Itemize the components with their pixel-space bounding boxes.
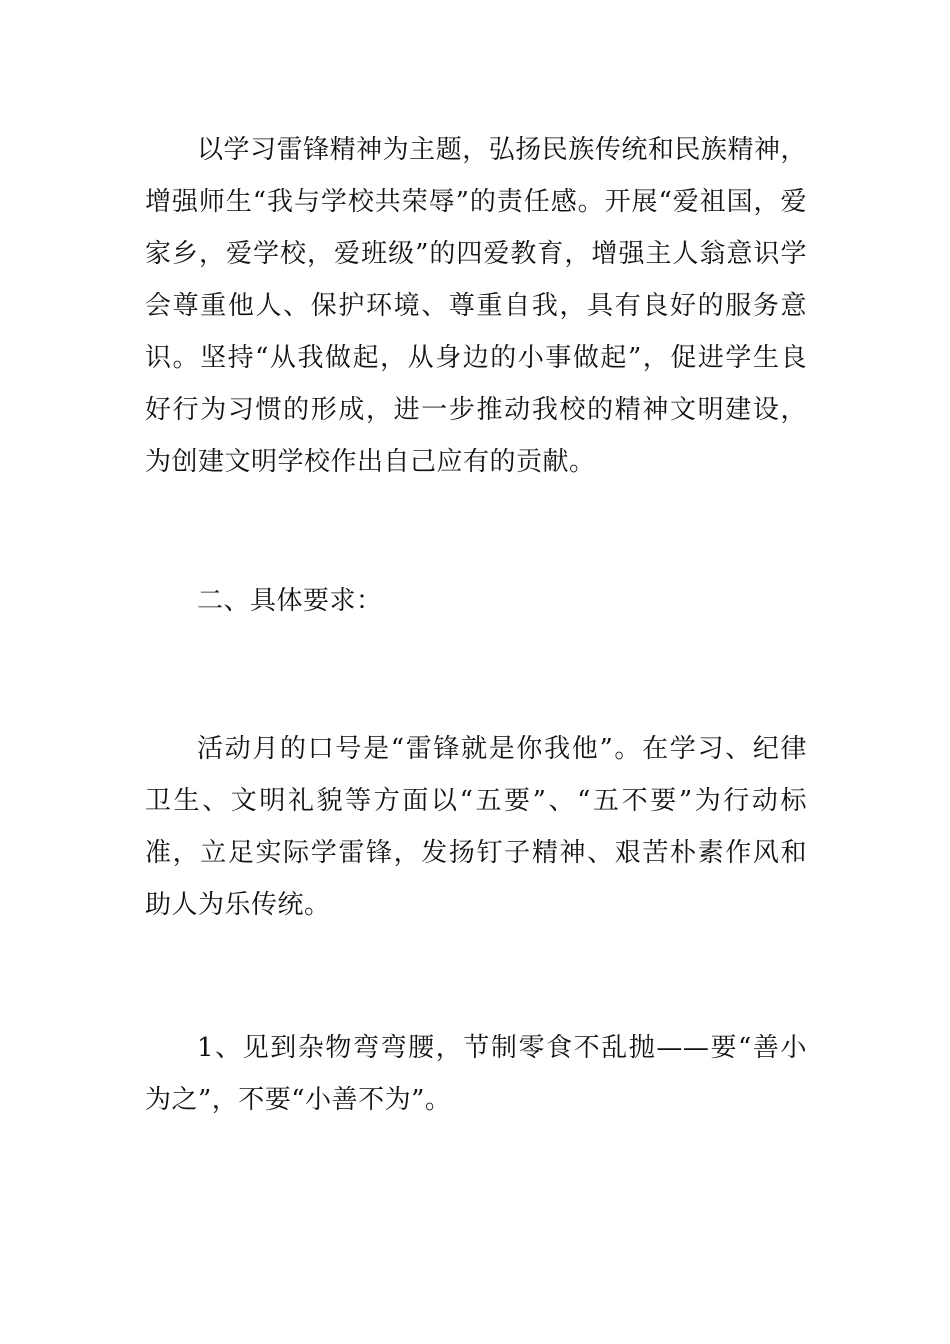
paragraph-item-1: 1、见到杂物弯弯腰，节制零食不乱抛——要“善小为之”，不要“小善不为”。 [145,1033,807,1115]
paragraph-slogan: 活动月的口号是“雷锋就是你我他”。在学习、纪律卫生、文明礼貌等方面以“五要”、“五不要”为行动标准，立足实际学雷锋，发扬钉子精神、艰苦朴素作风和助人为乐传统。 [145,734,807,920]
section-heading-requirements: 二、具体要求： [197,586,383,616]
paragraph-theme: 以学习雷锋精神为主题，弘扬民族传统和民族精神，增强师生“我与学校共荣辱”的责任感。开展“爱祖国，爱家乡，爱学校，爱班级”的四爱教育，增强主人翁意识学会尊重他人、保护环境、尊重自我，具有良好的服务意识。坚持“从我做起，从身边的小事做起”，促进学生良好行为习惯的形成，进一步推动我校的精神文明建设，为创建文明学校作出自己应有的贡献。 [145,135,807,477]
